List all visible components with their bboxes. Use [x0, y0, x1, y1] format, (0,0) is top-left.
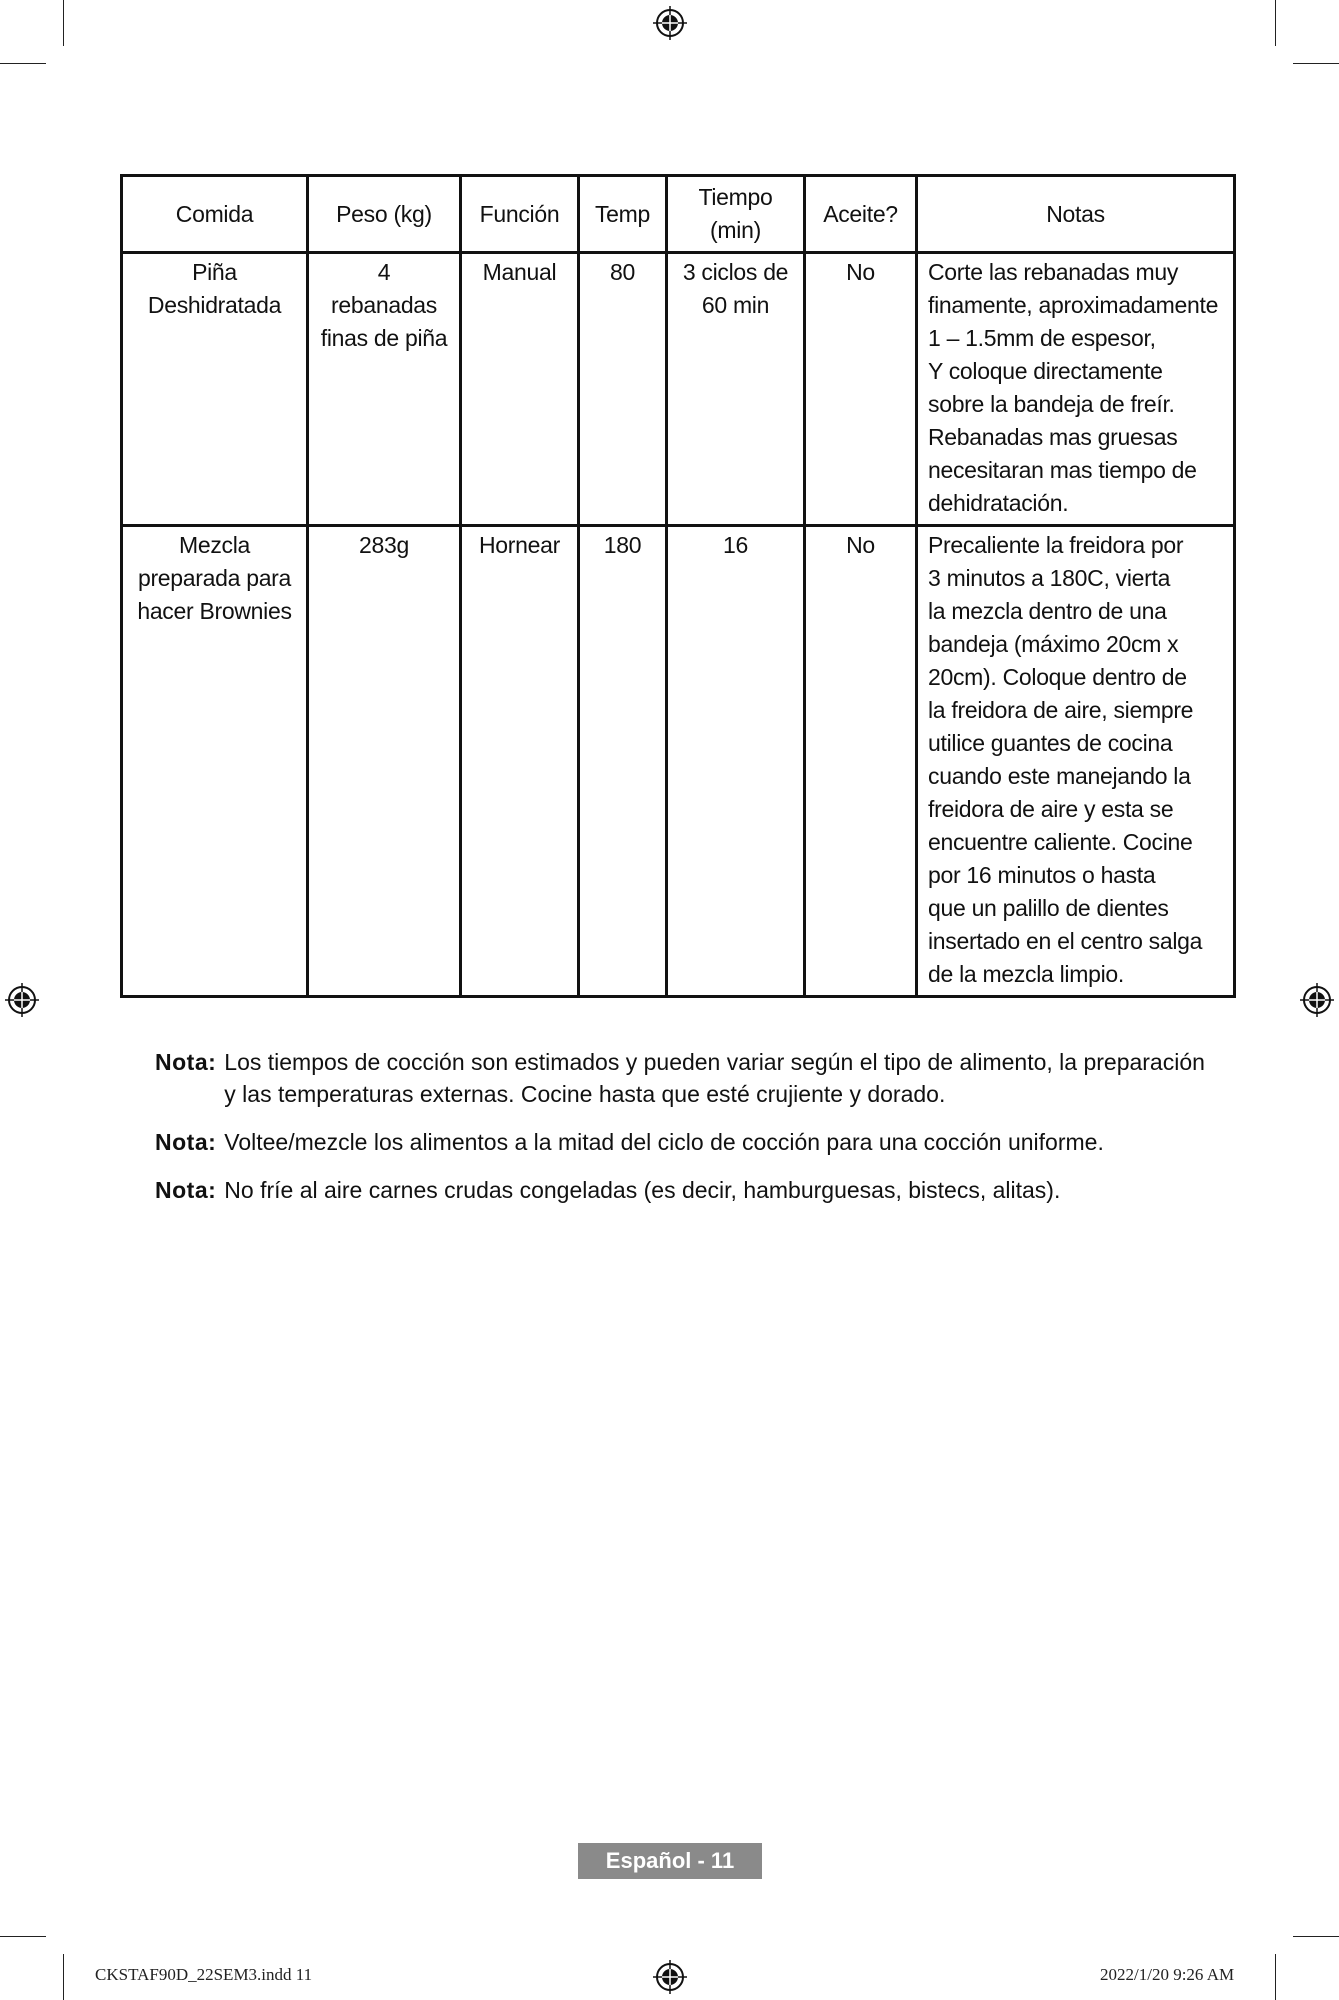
header-peso: Peso (kg): [308, 176, 461, 253]
header-funcion: Función: [461, 176, 579, 253]
crop-mark: [63, 0, 64, 46]
file-slug: CKSTAF90D_22SEM3.indd 11: [95, 1965, 313, 1984]
note-item: [155, 1046, 1215, 1110]
crop-mark: [1275, 1954, 1276, 2000]
cell-notas: Corte las rebanadas muy finamente, aproximadamente 1 – 1.5mm de espesor, Y coloque directamente sobre la bandeja de freír. Rebanadas mas gruesas necesitaran mas tiempo de dehidratación.: [917, 253, 1235, 526]
cell-peso: 4 rebanadas finas de piña: [308, 253, 461, 526]
cell-funcion: Manual: [461, 253, 579, 526]
registration-mark-icon: [1298, 981, 1336, 1019]
table-header-row: [122, 176, 1235, 253]
cell-aceite: No: [805, 526, 917, 997]
header-temp: Temp: [579, 176, 667, 253]
table-row: [122, 253, 1235, 526]
print-timestamp: 2022/1/20 9:26 AM: [1100, 1965, 1235, 1984]
note-item: [155, 1174, 1215, 1206]
cell-funcion: Hornear: [461, 526, 579, 997]
note-text: Voltee/mezcle los alimentos a la mitad del ciclo de cocción para una cocción uniforme.: [224, 1129, 1104, 1155]
cell-tiempo: 16: [667, 526, 805, 997]
crop-mark: [1275, 0, 1276, 46]
note-label: Nota:: [155, 1129, 217, 1155]
registration-mark-icon: [651, 4, 689, 42]
note-label: Nota:: [155, 1049, 217, 1075]
cell-comida: Mezcla preparada para hacer Brownies: [122, 526, 308, 997]
header-tiempo: Tiempo (min): [667, 176, 805, 253]
cell-temp: 80: [579, 253, 667, 526]
crop-mark: [0, 63, 46, 64]
crop-mark: [1293, 63, 1339, 64]
note-label: Nota:: [155, 1177, 217, 1203]
page-number-label: Español - 11: [578, 1843, 762, 1879]
header-comida: Comida: [122, 176, 308, 253]
header-aceite: Aceite?: [805, 176, 917, 253]
crop-mark: [63, 1954, 64, 2000]
notes-section: [155, 1046, 1215, 1222]
cooking-table: [120, 174, 1236, 998]
note-text: No fríe al aire carnes crudas congeladas (es decir, hamburguesas, bistecs, alitas).: [224, 1177, 1061, 1203]
registration-mark-icon: [3, 981, 41, 1019]
cell-temp: 180: [579, 526, 667, 997]
registration-mark-icon: [651, 1958, 689, 1996]
cell-aceite: No: [805, 253, 917, 526]
cell-notas: Precaliente la freidora por 3 minutos a 180C, vierta la mezcla dentro de una bandeja (máximo 20cm x 20cm). Coloque dentro de la freidora de aire, siempre utilice guantes de cocina cuando este manejando la freidora de aire y esta se encuentre caliente. Cocine por 16 minutos o hasta que un palillo de dientes insertado en el centro salga de la mezcla limpio.: [917, 526, 1235, 997]
header-notas: Notas: [917, 176, 1235, 253]
crop-mark: [1293, 1936, 1339, 1937]
table-row: [122, 526, 1235, 997]
note-item: [155, 1126, 1215, 1158]
cell-comida: Piña Deshidratada: [122, 253, 308, 526]
cell-tiempo: 3 ciclos de 60 min: [667, 253, 805, 526]
cell-peso: 283g: [308, 526, 461, 997]
note-text: Los tiempos de cocción son estimados y pueden variar según el tipo de alimento, la preparación y las temperaturas externas. Cocine hasta que esté crujiente y dorado.: [224, 1049, 1205, 1107]
crop-mark: [0, 1936, 46, 1937]
